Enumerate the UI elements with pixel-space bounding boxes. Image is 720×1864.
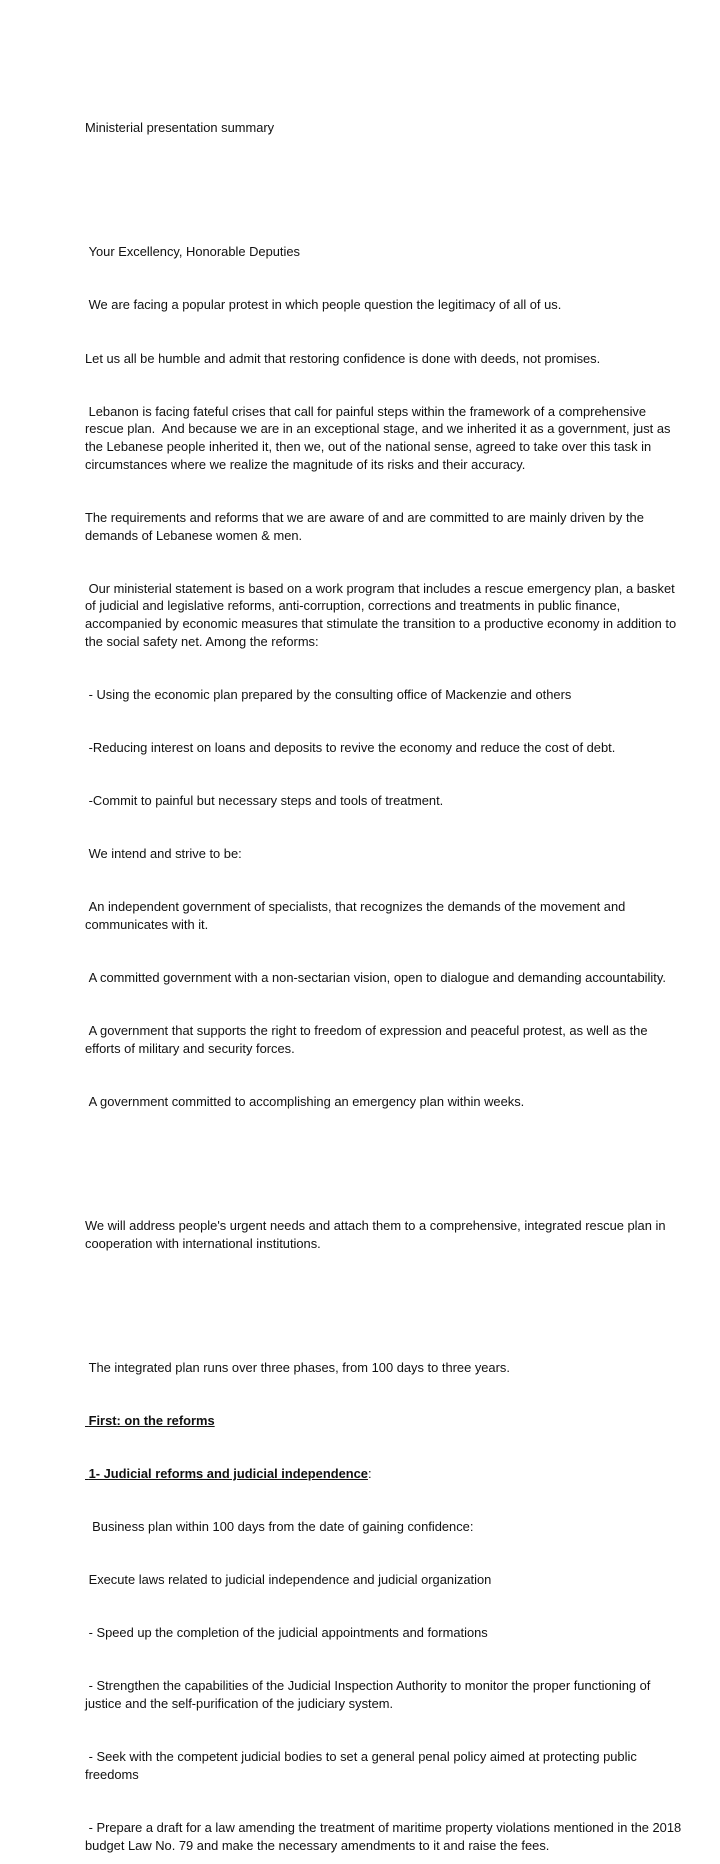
- paragraph: Execute laws related to judicial independence and judicial organization: [85, 1572, 492, 1588]
- list-item: - Speed up the completion of the judicial appointments and formations: [85, 1625, 488, 1641]
- reform-item: -Commit to painful but necessary steps and tools of treatment.: [85, 793, 444, 809]
- list-item: - Prepare a draft for a law amending the treatment of maritime property violations mentioned in the 2018 budget Law No. 79 and make the necessary amendments to it and raise the fees.: [85, 1819, 685, 1853]
- paragraph: We are facing a popular protest in which people question the legitimacy of all of us.: [85, 297, 562, 313]
- list-item: - Strengthen the capabilities of the Judicial Inspection Authority to monitor the proper functioning of justice and the self-purification of the judiciary system.: [85, 1678, 654, 1711]
- paragraph: Our ministerial statement is based on a work program that includes a rescue emergency plan, a basket of judicial and legislative reforms, anti-corruption, corrections and treatments in public finance, accompanied by economic measures that stimulate the transition to a productive economy in addition to the social safety net. Among the reforms:: [85, 580, 680, 649]
- aim-item: A government that supports the right to freedom of expression and peaceful protest, as well as the efforts of military and security forces.: [85, 1023, 652, 1056]
- subsection-colon: :: [367, 1465, 372, 1481]
- paragraph: Let us all be humble and admit that restoring confidence is done with deeds, not promises.: [85, 350, 601, 366]
- paragraph: Business plan within 100 days from the date of gaining confidence:: [85, 1518, 474, 1534]
- section-heading: First: on the reforms: [85, 1412, 215, 1428]
- aim-item: An independent government of specialists, that recognizes the demands of the movement and communicates with it.: [85, 899, 629, 933]
- paragraph: Lebanon is facing fateful crises that call for painful steps within the framework of a comprehensive rescue plan. And because we are in an exceptional stage, and we inherited it as a government, just as the Lebanese people inherited it, then we, out of the national sense, agreed to take over this task in circumstances where we realize the magnitude of its risks and their accuracy.: [85, 403, 675, 472]
- spacer: [85, 1288, 685, 1306]
- paragraph: The integrated plan runs over three phases, from 100 days to three years.: [85, 1359, 510, 1375]
- document-page: [85, 84, 685, 1864]
- list-item: - Seek with the competent judicial bodies to set a general penal policy aimed at protecting public freedoms: [85, 1749, 641, 1782]
- aim-item: A government committed to accomplishing an emergency plan within weeks.: [85, 1094, 525, 1110]
- subsection-heading-line: [85, 1465, 685, 1483]
- paragraph: We intend and strive to be:: [85, 846, 242, 862]
- paragraph: The requirements and reforms that we are aware of and are committed to are mainly driven by the demands of Lebanese women & men.: [85, 509, 648, 543]
- spacer: [85, 173, 685, 191]
- salutation: Your Excellency, Honorable Deputies: [85, 244, 300, 260]
- spacer: [85, 1146, 685, 1164]
- subsection-heading: 1- Judicial reforms and judicial independence: [85, 1465, 368, 1481]
- paragraph: We will address people's urgent needs and attach them to a comprehensive, integrated rescue plan in cooperation with international institutions.: [85, 1217, 670, 1251]
- aim-item: A committed government with a non-sectarian vision, open to dialogue and demanding accountability.: [85, 970, 666, 986]
- reform-item: -Reducing interest on loans and deposits to revive the economy and reduce the cost of debt.: [85, 740, 616, 755]
- document-title: Ministerial presentation summary: [85, 120, 275, 136]
- reform-item: - Using the economic plan prepared by the consulting office of Mackenzie and others: [85, 686, 572, 702]
